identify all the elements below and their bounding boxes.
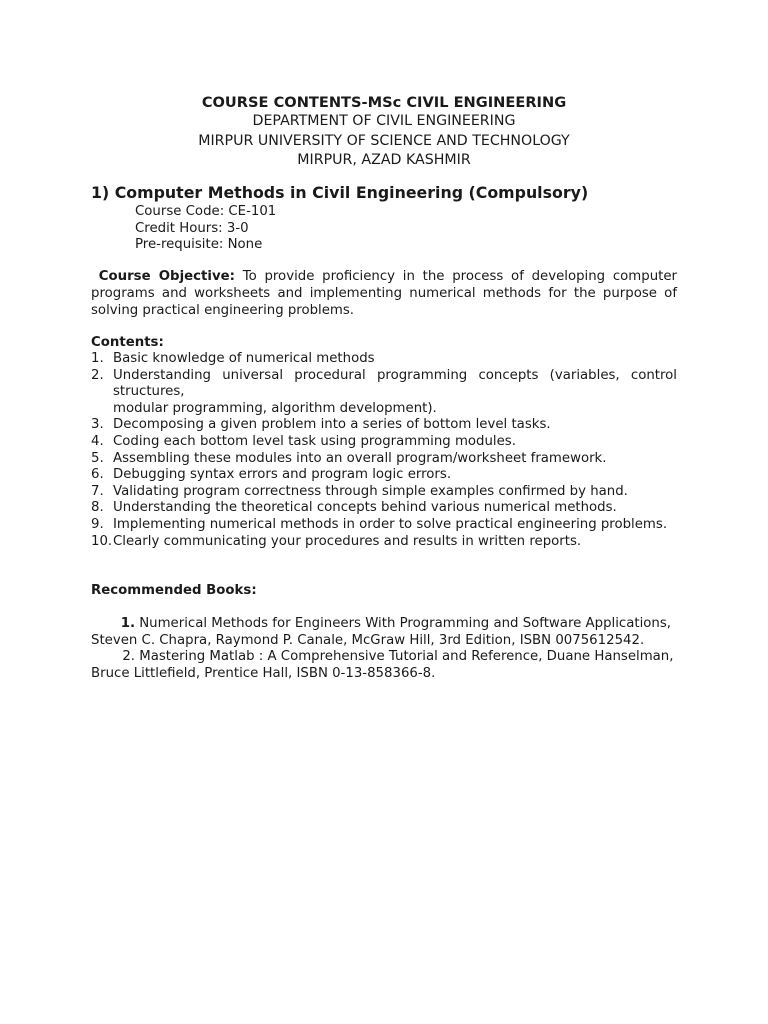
prerequisite: Pre-requisite: None [135, 237, 263, 253]
list-item [91, 351, 677, 368]
book-title [135, 616, 677, 633]
item-text: Understanding the theoretical concepts behind various numerical methods. [113, 500, 617, 516]
item-number: 6. [91, 467, 104, 483]
item-text: Implementing numerical methods in order to solve practical engineering problems. [113, 516, 668, 532]
book-number: 1. [120, 616, 135, 631]
objective-text: To provide proficiency in the process of developing computer programs and worksheets and implementing numerical methods for the purpose of solving practical engineering problems. [91, 269, 677, 318]
credit-hours: Credit Hours: 3-0 [135, 220, 249, 236]
book-detail: Steven C. Chapra, Raymond P. Canale, McGraw Hill, 3rd Edition, ISBN 0075612542. [91, 632, 645, 648]
book-detail: Bruce Littlefield, Prentice Hall, ISBN 0-13-858366-8. [91, 665, 436, 681]
item-text: Clearly communicating your procedures and results in written reports. [113, 533, 582, 549]
book-title [135, 649, 677, 666]
item-number: 5. [91, 450, 104, 466]
title-block [0, 93, 768, 171]
list-item [91, 401, 677, 418]
item-text: Assembling these modules into an overall program/worksheet framework. [113, 450, 607, 466]
university-name: MIRPUR UNIVERSITY OF SCIENCE AND TECHNOLOGY [198, 132, 570, 149]
item-number [91, 401, 113, 418]
contents-heading: Contents: [91, 335, 164, 350]
item-text: modular programming, algorithm development). [113, 400, 437, 416]
list-item [91, 451, 677, 468]
list-item [91, 417, 677, 434]
location: MIRPUR, AZAD KASHMIR [297, 152, 471, 168]
list-item [91, 434, 677, 451]
item-number: 3. [91, 417, 104, 433]
list-item [91, 368, 677, 401]
book-item [91, 649, 677, 666]
contents-list [91, 351, 677, 550]
item-number: 4. [91, 433, 104, 449]
books-heading: Recommended Books: [91, 583, 257, 598]
item-number: 1. [91, 351, 104, 366]
item-number: 10. [91, 533, 113, 549]
item-text: Decomposing a given problem into a series of bottom level tasks. [113, 417, 551, 433]
item-number: 9. [91, 516, 104, 532]
item-number: 2. [91, 367, 104, 383]
item-text: Basic knowledge of numerical methods [113, 351, 375, 366]
list-item [91, 484, 677, 501]
course-code: Course Code: CE-101 [135, 204, 277, 219]
book-item [91, 616, 677, 633]
item-text: Coding each bottom level task using programming modules. [113, 433, 516, 449]
book-number: 2. [122, 649, 135, 665]
item-text: Understanding universal procedural programming concepts (variables, control structures, [113, 367, 677, 400]
item-text: Debugging syntax errors and program logic errors. [113, 467, 452, 483]
item-number: 7. [91, 483, 104, 499]
course-info [135, 204, 276, 254]
department-name: DEPARTMENT OF CIVIL ENGINEERING [252, 113, 516, 129]
list-item [91, 517, 677, 534]
course-objective [91, 268, 677, 319]
book-list [91, 616, 677, 682]
book-title-text: Numerical Methods for Engineers With Programming and Software Applications, [139, 616, 671, 631]
item-number: 8. [91, 500, 104, 516]
course-heading: 1) Computer Methods in Civil Engineering (Compulsory) [91, 183, 589, 202]
document-title: COURSE CONTENTS-MSc CIVIL ENGINEERING [201, 94, 567, 111]
item-text: Validating program correctness through simple examples confirmed by hand. [113, 483, 628, 499]
objective-label: Course Objective: [98, 269, 235, 284]
book-title-text: Mastering Matlab : A Comprehensive Tutorial and Reference, Duane Hanselman, [139, 649, 674, 665]
list-item [91, 467, 677, 484]
list-item [91, 534, 677, 551]
list-item [91, 500, 677, 517]
